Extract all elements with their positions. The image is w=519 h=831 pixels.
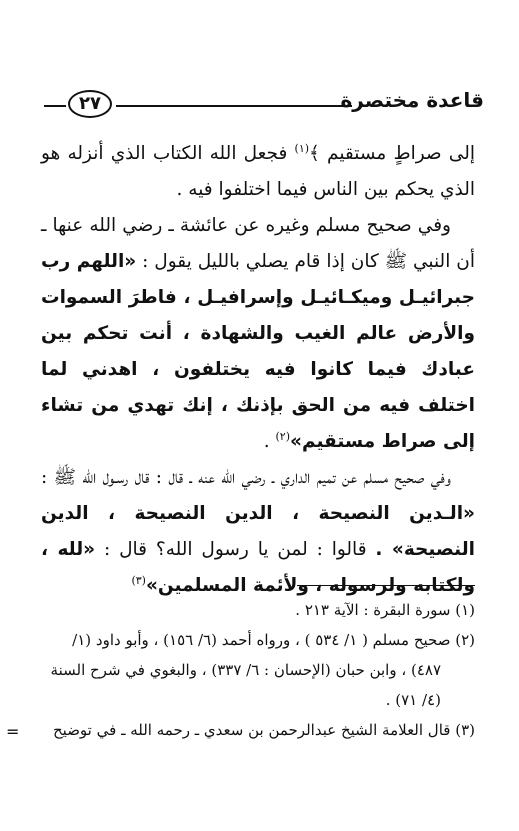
- footnote-ref-2: (٢): [275, 429, 291, 443]
- paragraph-1: [41, 136, 475, 208]
- verse-end: إلى صراطٍ مستقيم ﴾: [309, 143, 475, 164]
- footnote-1: (١) سورة البقرة : الآية ٢١٣ .: [295, 601, 475, 619]
- footnote-continuation-mark: =: [6, 722, 20, 741]
- footnote-separator: [297, 585, 475, 586]
- paragraph-2: [41, 208, 475, 460]
- footnote-ref-3: (٣): [131, 573, 146, 587]
- paragraph-3-mid: قالوا : لمن يا رسول الله؟ قال :: [95, 539, 376, 560]
- paragraph-2-end: .: [263, 431, 276, 452]
- page-header: [44, 84, 484, 124]
- footnote-3: (٣) قال العلامة الشيخ عبدالرحمن بن سعدي ـ رحمه الله ـ في توضيح: [52, 721, 475, 739]
- hadith-naseeha: «الـدين النصيحة ، الدين النصيحة ، الدين النصيحة» .: [41, 503, 476, 560]
- paragraph-3-intro: وفي صحيح مسلم عن تميم الداري ـ رضي الله عنه ـ قال : قال رسـول الله ﷺ :: [41, 467, 451, 488]
- paragraph-2-intro: وفي صحيح مسلم وغيره عن عائشة ـ رضي الله عنها ـ أن النبي ﷺ كان إذا قام يصلي بالليل يقول :: [41, 215, 475, 272]
- running-title: قاعدة مختصرة: [340, 88, 484, 112]
- page-number: ٢٧: [68, 90, 112, 118]
- header-rule-end: [44, 105, 66, 107]
- main-text: [41, 136, 475, 604]
- paragraph-1-text: فجعل الله الكتاب الذي أنزله هو الذي يحكم بين الناس فيما اختلفوا فيه .: [41, 143, 475, 200]
- footnote-2: (٢) صحيح مسلم ( ١/ ٥٣٤ ) ، ورواه أحمد (٦/ ١٥٦) ، وأبو داود (١/ ٤٨٧) ، وابن حبان (الإحسان : ٦/ ٣٣٧) ، والبغوي في شرح السنة (٤/ ٧١) .: [50, 631, 475, 709]
- header-rule: [116, 105, 352, 107]
- hadith-dua: «اللهم رب جبرائيـل وميكـائيـل وإسرافيـل ، فاطرَ السموات والأرض عالم الغيب والشهادة ، أنت تحكم بين عبادك فيما كانوا فيه يختلفون ، اهدني لما اختلف فيه من الحق بإذنك ، إنك تهدي من تشاء إلى صراط مستقيم»: [41, 251, 475, 452]
- footnote-ref-1: (١): [294, 141, 310, 155]
- hadith-answer: «لله ، ولكتابه ولرسوله ، ولأئمة المسلمين»: [41, 539, 475, 596]
- footnotes: [41, 595, 475, 745]
- paragraph-3: [41, 460, 475, 604]
